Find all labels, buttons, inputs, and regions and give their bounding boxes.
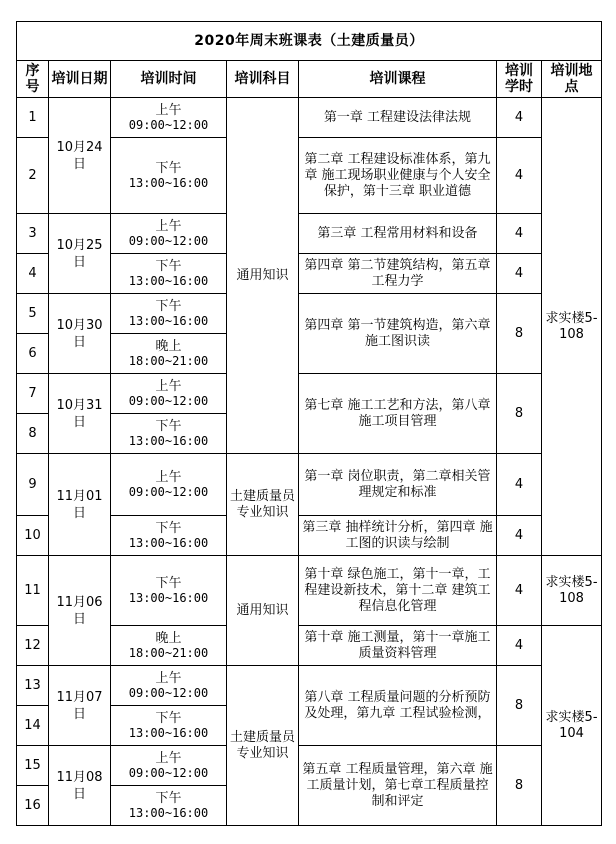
time-period: 上午	[155, 750, 182, 766]
time-cell	[111, 786, 227, 826]
row-seq: 16	[17, 786, 49, 826]
hours-cell: 8	[497, 294, 542, 374]
row-seq: 3	[17, 214, 49, 254]
course-cell: 第八章 工程质量问题的分析预防及处理，第九章 工程试验检测，	[299, 666, 497, 746]
time-range: 09:00~12:00	[128, 484, 209, 499]
time-period: 下午	[155, 160, 182, 176]
time-range: 09:00~12:00	[128, 393, 209, 408]
row-seq: 15	[17, 746, 49, 786]
date-cell: 11月08日	[49, 746, 111, 826]
row-seq: 6	[17, 334, 49, 374]
time-period: 晚上	[155, 630, 182, 646]
hours-cell: 4	[497, 214, 542, 254]
row-seq: 14	[17, 706, 49, 746]
course-cell: 第五章 工程质量管理，第六章 施工质量计划，第七章工程质量控制和评定	[299, 746, 497, 826]
time-range: 09:00~12:00	[128, 233, 209, 248]
time-range: 09:00~12:00	[128, 685, 209, 700]
hours-cell: 8	[497, 746, 542, 826]
time-period: 上午	[155, 102, 182, 118]
hours-cell: 4	[497, 626, 542, 666]
time-period: 晚上	[155, 338, 182, 354]
location-cell: 求实楼5-104	[542, 626, 602, 826]
row-seq: 11	[17, 556, 49, 626]
time-range: 09:00~12:00	[128, 765, 209, 780]
time-period: 上午	[155, 378, 182, 394]
course-cell: 第四章 第一节建筑构造，第六章施工图识读	[299, 294, 497, 374]
row-seq: 1	[17, 98, 49, 138]
time-period: 上午	[155, 469, 182, 485]
date-cell: 10月30日	[49, 294, 111, 374]
time-cell	[111, 214, 227, 254]
date-cell: 11月01日	[49, 454, 111, 556]
hours-cell: 8	[497, 666, 542, 746]
time-cell	[111, 556, 227, 626]
row-seq: 12	[17, 626, 49, 666]
course-cell: 第二章 工程建设标准体系，第九章 施工现场职业健康与个人安全保护，第十三章 职业道德	[299, 138, 497, 214]
time-range: 13:00~16:00	[128, 273, 209, 288]
time-period: 下午	[155, 418, 182, 434]
row-seq: 13	[17, 666, 49, 706]
time-cell	[111, 254, 227, 294]
time-range: 13:00~16:00	[128, 313, 209, 328]
row-seq: 8	[17, 414, 49, 454]
row-seq: 10	[17, 516, 49, 556]
time-period: 上午	[155, 670, 182, 686]
date-cell: 11月06日	[49, 556, 111, 666]
time-cell	[111, 98, 227, 138]
header-seq: 序号	[17, 61, 49, 98]
time-range: 13:00~16:00	[128, 535, 209, 550]
time-cell	[111, 374, 227, 414]
time-period: 下午	[155, 520, 182, 536]
subject-cell: 通用知识	[227, 98, 299, 454]
location-cell: 求实楼5-108	[542, 556, 602, 626]
subject-cell: 土建质量员专业知识	[227, 454, 299, 556]
date-cell: 10月24日	[49, 98, 111, 214]
time-range: 18:00~21:00	[128, 353, 209, 368]
row-seq: 5	[17, 294, 49, 334]
course-cell: 第一章 工程建设法律法规	[299, 98, 497, 138]
hours-cell: 4	[497, 556, 542, 626]
course-cell: 第三章 工程常用材料和设备	[299, 214, 497, 254]
header-time: 培训时间	[111, 61, 227, 98]
subject-cell: 土建质量员专业知识	[227, 666, 299, 826]
time-cell	[111, 516, 227, 556]
time-cell	[111, 626, 227, 666]
hours-cell: 4	[497, 98, 542, 138]
location-cell: 求实楼5-108	[542, 98, 602, 556]
row-seq: 9	[17, 454, 49, 516]
time-cell	[111, 414, 227, 454]
course-cell: 第四章 第二节建筑结构，第五章工程力学	[299, 254, 497, 294]
hours-cell: 4	[497, 516, 542, 556]
time-range: 13:00~16:00	[128, 433, 209, 448]
hours-cell: 4	[497, 138, 542, 214]
date-cell: 10月25日	[49, 214, 111, 294]
header-course: 培训课程	[299, 61, 497, 98]
row-seq: 4	[17, 254, 49, 294]
time-range: 09:00~12:00	[128, 117, 209, 132]
time-range: 13:00~16:00	[128, 175, 209, 190]
date-cell: 11月07日	[49, 666, 111, 746]
time-period: 下午	[155, 258, 182, 274]
header-location: 培训地点	[542, 61, 602, 98]
time-cell	[111, 454, 227, 516]
course-cell: 第十章 施工测量，第十一章施工质量资料管理	[299, 626, 497, 666]
header-subject: 培训科目	[227, 61, 299, 98]
course-cell: 第一章 岗位职责，第二章相关管理规定和标准	[299, 454, 497, 516]
course-cell: 第三章 抽样统计分析，第四章 施工图的识读与绘制	[299, 516, 497, 556]
header-date: 培训日期	[49, 61, 111, 98]
time-period: 下午	[155, 710, 182, 726]
time-period: 上午	[155, 218, 182, 234]
time-range: 18:00~21:00	[128, 645, 209, 660]
time-range: 13:00~16:00	[128, 805, 209, 820]
time-range: 13:00~16:00	[128, 590, 209, 605]
course-cell: 第十章 绿色施工，第十一章，工程建设新技术，第十二章 建筑工程信息化管理	[299, 556, 497, 626]
header-hours: 培训学时	[497, 61, 542, 98]
row-seq: 7	[17, 374, 49, 414]
subject-cell: 通用知识	[227, 556, 299, 666]
schedule-table	[16, 21, 602, 826]
course-cell: 第七章 施工工艺和方法，第八章 施工项目管理	[299, 374, 497, 454]
time-cell	[111, 666, 227, 706]
time-cell	[111, 294, 227, 334]
hours-cell: 8	[497, 374, 542, 454]
hours-cell: 4	[497, 454, 542, 516]
time-cell	[111, 746, 227, 786]
hours-cell: 4	[497, 254, 542, 294]
date-cell: 10月31日	[49, 374, 111, 454]
time-range: 13:00~16:00	[128, 725, 209, 740]
time-period: 下午	[155, 298, 182, 314]
time-period: 下午	[155, 575, 182, 591]
time-cell	[111, 138, 227, 214]
time-cell	[111, 334, 227, 374]
row-seq: 2	[17, 138, 49, 214]
time-cell	[111, 706, 227, 746]
time-period: 下午	[155, 790, 182, 806]
page-title: 2020年周末班课表（土建质量员）	[17, 22, 602, 61]
